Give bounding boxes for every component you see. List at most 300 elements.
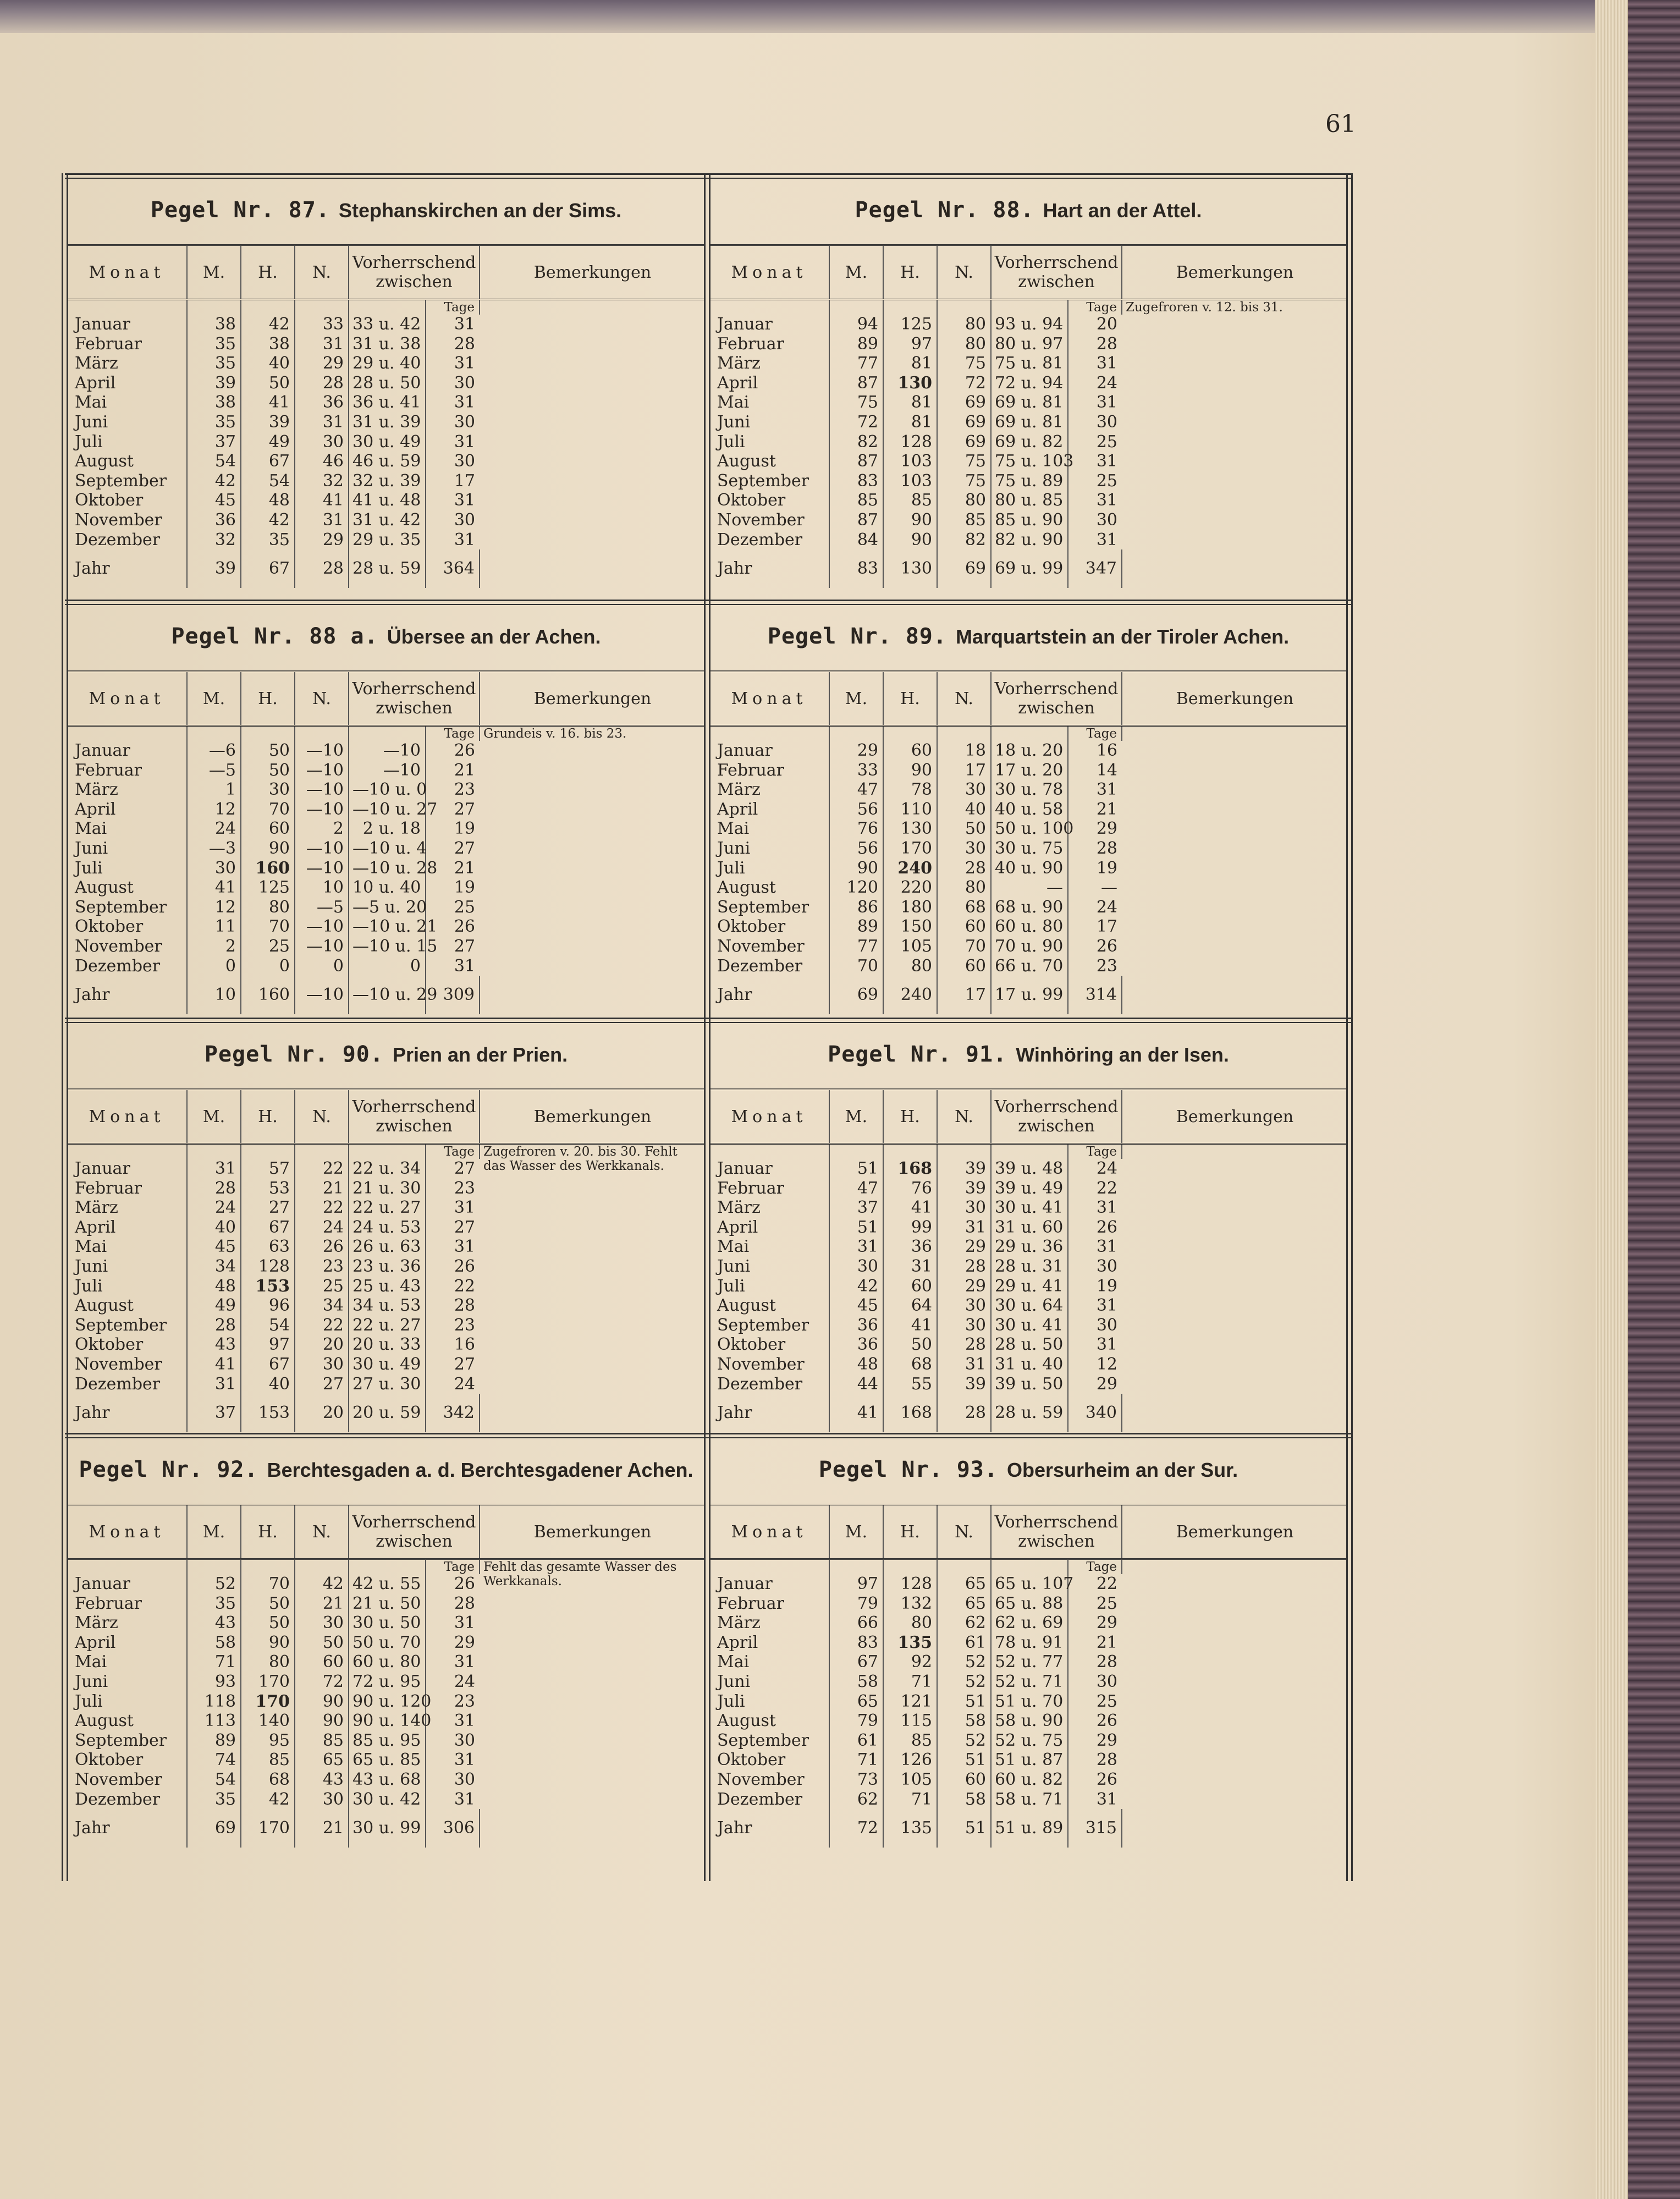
- year-hoch: 160: [241, 976, 295, 1014]
- mittel-value: 35: [187, 1594, 241, 1614]
- range-value: 65 u. 88: [991, 1594, 1068, 1614]
- year-label: Jahr: [67, 976, 187, 1014]
- header-monat: Monat: [709, 672, 829, 726]
- header-hoch: H.: [241, 1505, 295, 1559]
- month-name: Dezember: [67, 956, 187, 976]
- month-name: Dezember: [709, 1790, 829, 1810]
- empty-cell: [241, 1559, 295, 1575]
- month-name: Dezember: [709, 1375, 829, 1394]
- header-nieder: N.: [295, 245, 349, 300]
- nieder-value: 30: [937, 780, 991, 800]
- mittel-value: 84: [829, 530, 883, 550]
- month-name: August: [709, 878, 829, 898]
- nieder-value: 80: [937, 315, 991, 334]
- year-hoch: 153: [241, 1394, 295, 1432]
- month-name: Januar: [709, 741, 829, 761]
- empty-cell: [480, 1394, 705, 1432]
- range-value: —10 u. 28: [349, 859, 426, 878]
- year-nieder: 28: [295, 549, 349, 588]
- range-value: 65 u. 107: [991, 1574, 1068, 1594]
- header-hoch: H.: [883, 245, 937, 300]
- nieder-value: 30: [937, 1316, 991, 1335]
- month-name: April: [709, 1218, 829, 1238]
- mittel-value: 62: [829, 1790, 883, 1810]
- hoch-value: 97: [241, 1335, 295, 1355]
- month-name: Juli: [67, 432, 187, 452]
- month-name: September: [67, 898, 187, 917]
- month-name: Juni: [709, 1257, 829, 1277]
- gauge-table: [67, 1504, 705, 1848]
- month-name: September: [709, 471, 829, 491]
- hoch-value: 153: [241, 1277, 295, 1296]
- year-nieder: 28: [937, 1394, 991, 1432]
- days-value: 29: [1096, 1613, 1118, 1633]
- nieder-value: 27: [295, 1375, 349, 1394]
- month-name: August: [67, 1711, 187, 1731]
- month-name: Februar: [709, 761, 829, 780]
- mittel-value: 30: [829, 1257, 883, 1277]
- month-name: März: [709, 1613, 829, 1633]
- month-name: Oktober: [709, 917, 829, 937]
- range-value: 60 u. 80: [991, 917, 1068, 937]
- header-bemerkungen: Bemerkungen: [1122, 1090, 1347, 1144]
- nieder-value: 60: [937, 917, 991, 937]
- days-value: 26: [454, 1256, 476, 1276]
- hoch-value: 50: [241, 741, 295, 761]
- days-value: 21: [1096, 799, 1118, 819]
- nieder-value: 29: [937, 1237, 991, 1257]
- mittel-value: 41: [187, 1355, 241, 1375]
- gauge-number: Pegel Nr. 90.: [204, 1042, 384, 1067]
- header-vorherrschend: Vorherrschend zwischen: [349, 245, 480, 300]
- hoch-value: 80: [241, 898, 295, 917]
- nieder-value: 60: [295, 1652, 349, 1672]
- nieder-value: 82: [937, 530, 991, 550]
- days-value: 31: [1096, 1237, 1118, 1257]
- header-monat: Monat: [709, 1090, 829, 1144]
- month-name: Oktober: [709, 491, 829, 510]
- days-value: 26: [454, 917, 476, 937]
- range-value: —10 u. 0: [349, 780, 426, 800]
- hoch-value: 41: [883, 1316, 937, 1335]
- nieder-value: 80: [937, 878, 991, 898]
- month-name: März: [709, 780, 829, 800]
- year-nieder: 17: [937, 976, 991, 1014]
- range-value: 31 u. 42: [349, 510, 426, 530]
- nieder-value: 31: [937, 1218, 991, 1238]
- range-value: 39 u. 49: [991, 1179, 1068, 1199]
- range-value: 58 u. 90: [991, 1711, 1068, 1731]
- mittel-value: 90: [829, 859, 883, 878]
- header-hoch: H.: [241, 672, 295, 726]
- days-value: 23: [454, 1178, 476, 1198]
- gauge-number: Pegel Nr. 92.: [79, 1457, 258, 1482]
- days-value: 31: [1096, 354, 1118, 373]
- hoch-value: 85: [241, 1750, 295, 1770]
- hoch-value: 90: [883, 530, 937, 550]
- tage-label: Tage: [426, 1144, 480, 1159]
- hoch-value: 68: [241, 1770, 295, 1790]
- days-value: 24: [454, 1672, 476, 1691]
- hoch-value: 50: [883, 1335, 937, 1355]
- days-value: 30: [1096, 1315, 1118, 1335]
- month-name: Juli: [67, 1277, 187, 1296]
- hoch-value: 105: [883, 1770, 937, 1790]
- month-name: Oktober: [67, 1750, 187, 1770]
- range-value: 41 u. 48: [349, 491, 426, 510]
- tage-label: Tage: [426, 300, 480, 315]
- empty-cell: [295, 1144, 349, 1159]
- remark-cell: [480, 300, 705, 550]
- year-row: [709, 1394, 1347, 1432]
- year-range: —10 u. 29: [349, 976, 426, 1014]
- header-bemerkungen: Bemerkungen: [480, 1090, 705, 1144]
- mittel-value: 54: [187, 1770, 241, 1790]
- hoch-value: 50: [241, 761, 295, 780]
- month-name: November: [709, 510, 829, 530]
- gauge-number: Pegel Nr. 88.: [855, 197, 1034, 223]
- days-value: 21: [454, 858, 476, 878]
- range-value: 51 u. 87: [991, 1750, 1068, 1770]
- gauge-place: Berchtesgaden a. d. Berchtesgadener Achen.: [267, 1459, 693, 1481]
- range-value: 50 u. 70: [349, 1633, 426, 1653]
- range-value: 30 u. 41: [991, 1198, 1068, 1218]
- header-nieder: N.: [937, 1505, 991, 1559]
- range-value: —5 u. 20: [349, 898, 426, 917]
- mittel-value: 45: [187, 491, 241, 510]
- empty-cell: [67, 726, 187, 741]
- header-hoch: H.: [883, 672, 937, 726]
- range-value: 34 u. 53: [349, 1296, 426, 1316]
- nieder-value: 22: [295, 1159, 349, 1179]
- header-nieder: N.: [295, 1090, 349, 1144]
- month-name: Oktober: [709, 1335, 829, 1355]
- year-range: 30 u. 99: [349, 1809, 426, 1848]
- days-value: 21: [1096, 1632, 1118, 1652]
- hoch-value: 70: [241, 917, 295, 937]
- range-value: 29 u. 41: [991, 1277, 1068, 1296]
- header-mittel: M.: [829, 1505, 883, 1559]
- tage-label: Tage: [426, 726, 480, 741]
- mittel-value: 31: [829, 1237, 883, 1257]
- mittel-value: 45: [187, 1237, 241, 1257]
- days-value: 28: [1096, 1652, 1118, 1672]
- header-bemerkungen: Bemerkungen: [1122, 1505, 1347, 1559]
- range-value: 2 u. 18: [349, 819, 426, 839]
- nieder-value: —5: [295, 898, 349, 917]
- range-value: 40 u. 58: [991, 800, 1068, 820]
- tage-row: [709, 300, 1347, 315]
- month-name: Februar: [67, 334, 187, 354]
- range-value: 80 u. 85: [991, 491, 1068, 510]
- nieder-value: 43: [295, 1770, 349, 1790]
- month-name: November: [67, 937, 187, 956]
- mittel-value: 37: [187, 432, 241, 452]
- mittel-value: 85: [829, 491, 883, 510]
- year-days: 342: [426, 1394, 480, 1432]
- hoch-value: 0: [241, 956, 295, 976]
- range-value: 60 u. 82: [991, 1770, 1068, 1790]
- days-value: 31: [454, 1613, 476, 1633]
- days-value: 26: [1096, 1711, 1118, 1731]
- hoch-value: 54: [241, 1316, 295, 1335]
- mittel-value: —3: [187, 839, 241, 859]
- tage-row: [67, 1559, 705, 1575]
- gauge-number: Pegel Nr. 93.: [818, 1457, 998, 1482]
- empty-cell: [1122, 1394, 1347, 1432]
- days-value: 28: [1096, 334, 1118, 354]
- range-value: —10 u. 15: [349, 937, 426, 956]
- month-name: April: [709, 1633, 829, 1653]
- days-value: 27: [454, 936, 476, 956]
- mittel-value: 94: [829, 315, 883, 334]
- hoch-value: 85: [883, 491, 937, 510]
- mittel-value: 43: [187, 1335, 241, 1355]
- year-range: 17 u. 99: [991, 976, 1068, 1014]
- mittel-value: 24: [187, 1198, 241, 1218]
- nieder-value: 29: [295, 354, 349, 373]
- days-value: 22: [1096, 1574, 1118, 1593]
- nieder-value: 17: [937, 761, 991, 780]
- mittel-value: 35: [187, 334, 241, 354]
- days-value: 31: [454, 1652, 476, 1672]
- mittel-value: 12: [187, 800, 241, 820]
- range-value: 17 u. 20: [991, 761, 1068, 780]
- range-value: 69 u. 81: [991, 393, 1068, 413]
- range-value: 39 u. 48: [991, 1159, 1068, 1179]
- range-value: 31 u. 60: [991, 1218, 1068, 1238]
- mittel-value: 33: [829, 761, 883, 780]
- nieder-value: 41: [295, 491, 349, 510]
- month-name: Mai: [709, 393, 829, 413]
- year-row: [709, 976, 1347, 1014]
- month-name: Juni: [709, 1672, 829, 1692]
- mittel-value: —5: [187, 761, 241, 780]
- days-value: 30: [454, 452, 476, 471]
- hoch-value: 39: [241, 413, 295, 432]
- days-value: 31: [454, 432, 476, 452]
- range-value: 29 u. 36: [991, 1237, 1068, 1257]
- nieder-value: 69: [937, 432, 991, 452]
- days-value: 17: [1096, 917, 1118, 937]
- range-value: 25 u. 43: [349, 1277, 426, 1296]
- empty-cell: [187, 726, 241, 741]
- range-value: 30 u. 78: [991, 780, 1068, 800]
- tage-row: [709, 1559, 1347, 1575]
- gauge-table: [67, 670, 705, 1014]
- range-value: 82 u. 90: [991, 530, 1068, 550]
- remark-cell: Fehlt das gesamte Wasser des Werkkanals.: [483, 1560, 677, 1588]
- nieder-value: 32: [295, 471, 349, 491]
- mittel-value: 79: [829, 1594, 883, 1614]
- month-name: Januar: [67, 741, 187, 761]
- month-name: Juli: [709, 1277, 829, 1296]
- nieder-value: 21: [295, 1594, 349, 1614]
- nieder-value: 31: [295, 510, 349, 530]
- days-value: 26: [1096, 1217, 1118, 1237]
- hoch-value: 170: [241, 1672, 295, 1692]
- mittel-value: 93: [187, 1672, 241, 1692]
- mittel-value: 87: [829, 510, 883, 530]
- days-value: 19: [1096, 858, 1118, 878]
- gauge-table: [67, 1088, 705, 1432]
- mittel-value: 51: [829, 1159, 883, 1179]
- nieder-value: 52: [937, 1652, 991, 1672]
- year-days: 347: [1068, 549, 1122, 588]
- empty-cell: [1122, 976, 1347, 1014]
- nieder-value: 30: [295, 1790, 349, 1810]
- range-value: 43 u. 68: [349, 1770, 426, 1790]
- month-name: April: [67, 1218, 187, 1238]
- mittel-value: 35: [187, 1790, 241, 1810]
- range-value: 22 u. 27: [349, 1198, 426, 1218]
- mittel-value: 36: [187, 510, 241, 530]
- month-name: Oktober: [67, 491, 187, 510]
- header-bemerkungen: Bemerkungen: [480, 672, 705, 726]
- remark-cell: [1122, 1559, 1347, 1810]
- range-value: 69 u. 82: [991, 432, 1068, 452]
- hoch-value: 110: [883, 800, 937, 820]
- days-value: 24: [1096, 897, 1118, 917]
- tage-row: [709, 1144, 1347, 1159]
- mittel-value: 70: [829, 956, 883, 976]
- year-days: 364: [426, 549, 480, 588]
- empty-cell: [991, 726, 1068, 741]
- gauge-title: [709, 177, 1347, 243]
- mittel-value: 54: [187, 452, 241, 471]
- days-value: 31: [1096, 780, 1118, 800]
- range-value: 31 u. 38: [349, 334, 426, 354]
- mittel-value: 1: [187, 780, 241, 800]
- year-label: Jahr: [709, 1394, 829, 1432]
- range-value: 31 u. 40: [991, 1355, 1068, 1375]
- nieder-value: 29: [937, 1277, 991, 1296]
- tage-label: Tage: [1068, 726, 1122, 741]
- days-value: 25: [1096, 432, 1118, 452]
- empty-cell: [295, 726, 349, 741]
- mittel-value: 31: [187, 1375, 241, 1394]
- gauge-title: [709, 1437, 1347, 1503]
- hoch-value: 36: [883, 1237, 937, 1257]
- range-value: 42 u. 55: [349, 1574, 426, 1594]
- range-value: 28 u. 50: [991, 1335, 1068, 1355]
- month-name: Januar: [709, 315, 829, 334]
- empty-cell: [1122, 549, 1347, 588]
- range-value: 31 u. 39: [349, 413, 426, 432]
- days-value: 28: [1096, 1750, 1118, 1770]
- mittel-value: 48: [187, 1277, 241, 1296]
- header-vorherrschend: Vorherrschend zwischen: [349, 672, 480, 726]
- month-name: Juni: [67, 413, 187, 432]
- nieder-value: 30: [295, 1613, 349, 1633]
- hoch-value: 31: [883, 1257, 937, 1277]
- days-value: 12: [1096, 1354, 1118, 1374]
- empty-cell: [709, 726, 829, 741]
- remark-cell: Zugefroren v. 20. bis 30. Fehlt das Wasser des Werkkanals.: [483, 1145, 677, 1173]
- mittel-value: 28: [187, 1316, 241, 1335]
- month-name: Mai: [67, 393, 187, 413]
- hoch-value: 25: [241, 937, 295, 956]
- mittel-value: 0: [187, 956, 241, 976]
- nieder-value: 61: [937, 1633, 991, 1653]
- gauge-number: Pegel Nr. 89.: [767, 624, 947, 649]
- year-days: 314: [1068, 976, 1122, 1014]
- nieder-value: 60: [937, 956, 991, 976]
- range-value: 30 u. 75: [991, 839, 1068, 859]
- hoch-value: 125: [883, 315, 937, 334]
- year-row: [67, 1809, 705, 1848]
- nieder-value: 69: [937, 413, 991, 432]
- mittel-value: 45: [829, 1296, 883, 1316]
- book-binding: [1628, 0, 1680, 2199]
- empty-cell: [991, 300, 1068, 315]
- mittel-value: 32: [187, 530, 241, 550]
- days-value: 31: [454, 1237, 476, 1257]
- year-mittel: 39: [187, 549, 241, 588]
- days-value: 26: [454, 1574, 476, 1593]
- nieder-value: 68: [937, 898, 991, 917]
- mittel-value: 75: [829, 393, 883, 413]
- days-value: 24: [1096, 1159, 1118, 1178]
- month-name: September: [709, 1731, 829, 1751]
- mittel-value: 48: [829, 1355, 883, 1375]
- month-name: Juni: [67, 1257, 187, 1277]
- month-name: März: [67, 1198, 187, 1218]
- mittel-value: 37: [829, 1198, 883, 1218]
- nieder-value: 69: [937, 393, 991, 413]
- mittel-value: 41: [187, 878, 241, 898]
- year-hoch: 130: [883, 549, 937, 588]
- year-label: Jahr: [67, 549, 187, 588]
- hoch-value: 90: [883, 510, 937, 530]
- days-value: 30: [454, 412, 476, 432]
- nieder-value: 34: [295, 1296, 349, 1316]
- range-value: 80 u. 97: [991, 334, 1068, 354]
- mittel-value: 61: [829, 1731, 883, 1751]
- hoch-value: 49: [241, 432, 295, 452]
- year-mittel: 69: [829, 976, 883, 1014]
- hoch-value: 103: [883, 471, 937, 491]
- range-value: 18 u. 20: [991, 741, 1068, 761]
- header-monat: Monat: [709, 1505, 829, 1559]
- range-value: 90 u. 140: [349, 1711, 426, 1731]
- month-name: März: [709, 354, 829, 373]
- days-value: 30: [1096, 412, 1118, 432]
- hoch-value: 125: [241, 878, 295, 898]
- header-nieder: N.: [295, 672, 349, 726]
- hoch-value: 80: [241, 1652, 295, 1672]
- hoch-value: 57: [241, 1159, 295, 1179]
- empty-cell: [937, 300, 991, 315]
- header-vorherrschend: Vorherrschend zwischen: [991, 245, 1122, 300]
- year-days: 306: [426, 1809, 480, 1848]
- mittel-value: 77: [829, 937, 883, 956]
- mittel-value: 31: [187, 1159, 241, 1179]
- nieder-value: 80: [937, 334, 991, 354]
- range-value: —10 u. 4: [349, 839, 426, 859]
- month-name: Januar: [709, 1574, 829, 1594]
- days-value: 27: [454, 1354, 476, 1374]
- empty-cell: [937, 726, 991, 741]
- range-value: 23 u. 36: [349, 1257, 426, 1277]
- nieder-value: 28: [937, 859, 991, 878]
- hoch-value: 60: [883, 1277, 937, 1296]
- month-name: Mai: [67, 819, 187, 839]
- mittel-value: 35: [187, 413, 241, 432]
- range-value: 30 u. 49: [349, 1355, 426, 1375]
- year-row: [709, 1809, 1347, 1848]
- empty-cell: [480, 1809, 705, 1848]
